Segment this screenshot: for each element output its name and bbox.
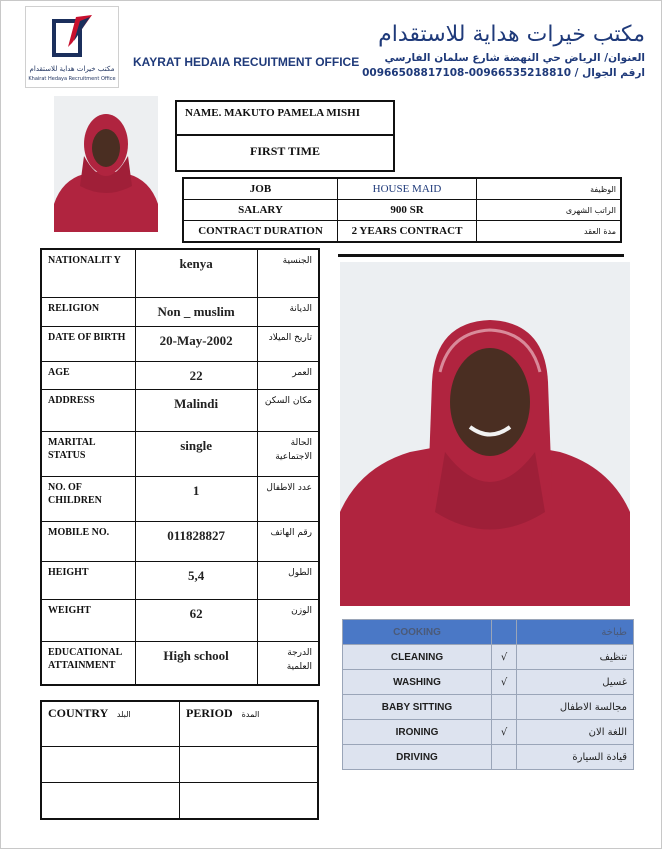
detail-row-dob xyxy=(41,326,319,361)
age-value: 22 xyxy=(135,361,257,389)
logo-arabic-text: مكتب خيرات هداية للاستقدام xyxy=(29,65,115,73)
age-label-ar: العمر xyxy=(257,361,319,389)
job-row xyxy=(183,178,621,200)
mobile-value: 011828827 xyxy=(135,521,257,561)
experience-period-cell xyxy=(180,747,319,783)
nationality-label-ar: الجنسية xyxy=(257,249,319,297)
skill-washing: WASHING xyxy=(343,670,492,695)
religion-label: RELIGION xyxy=(41,297,135,326)
salary-label-ar: الراتب الشهرى xyxy=(477,200,622,221)
contract-row xyxy=(183,221,621,243)
detail-row-height xyxy=(41,561,319,599)
weight-value: 62 xyxy=(135,599,257,641)
detail-row-weight xyxy=(41,599,319,641)
height-label: HEIGHT xyxy=(41,561,135,599)
dob-label: DATE OF BIRTH xyxy=(41,326,135,361)
office-phones: ارقم الجوال / 00966535218810-00966508817108 xyxy=(362,67,645,79)
detail-row-religion xyxy=(41,297,319,326)
education-label: EDUCATIONAL ATTAINMENT xyxy=(41,641,135,685)
skill-cooking: COOKING xyxy=(343,620,492,645)
skill-cooking-check xyxy=(492,620,517,645)
marital-label: MARITAL STATUS xyxy=(41,431,135,476)
skills-row-ironing xyxy=(343,720,634,745)
experience-header-row xyxy=(41,701,318,747)
skill-cleaning-check: √ xyxy=(492,645,517,670)
contract-label: CONTRACT DURATION xyxy=(183,221,338,243)
skill-washing-check: √ xyxy=(492,670,517,695)
skill-ironing-ar: اللغة الان xyxy=(517,720,634,745)
skill-driving: DRIVING xyxy=(343,745,492,770)
skill-babysitting: BABY SITTING xyxy=(343,695,492,720)
skill-cooking-ar: طباخة xyxy=(517,620,634,645)
salary-row xyxy=(183,200,621,221)
skills-row-cleaning xyxy=(343,645,634,670)
detail-row-education xyxy=(41,641,319,685)
height-label-ar: الطول xyxy=(257,561,319,599)
dob-value: 20-May-2002 xyxy=(135,326,257,361)
skill-ironing-check: √ xyxy=(492,720,517,745)
candidate-name: NAME. MAKUTO PAMELA MISHI xyxy=(177,102,393,136)
nationality-label: NATIONALIT Y xyxy=(41,249,135,297)
country-header xyxy=(41,701,180,747)
skill-cleaning: CLEANING xyxy=(343,645,492,670)
detail-row-mobile xyxy=(41,521,319,561)
skill-cleaning-ar: تنظيف xyxy=(517,645,634,670)
address-label: ADDRESS xyxy=(41,389,135,431)
office-logo xyxy=(25,6,119,88)
detail-row-nationality xyxy=(41,249,319,297)
experience-table xyxy=(40,700,319,820)
education-value: High school xyxy=(135,641,257,685)
period-label-ar: المدة xyxy=(241,710,260,719)
skill-babysitting-ar: مجالسة الاطفال xyxy=(517,695,634,720)
job-value: HOUSE MAID xyxy=(338,178,477,200)
office-address: العنوان/ الرياض حي النهضة شارع سلمان الفارسي xyxy=(384,52,645,64)
address-label-ar: مكان السكن xyxy=(257,389,319,431)
candidate-photo-large xyxy=(340,262,630,606)
candidate-name-box xyxy=(175,100,395,172)
skills-row-babysitting xyxy=(343,695,634,720)
religion-value: Non _ muslim xyxy=(135,297,257,326)
mobile-label-ar: رقم الهاتف xyxy=(257,521,319,561)
period-label: PERIOD xyxy=(186,706,233,720)
office-title-english: KAYRAT HEDAIA RECUITMENT OFFICE xyxy=(133,55,360,69)
children-label-ar: عدد الاطفال xyxy=(257,476,319,521)
detail-row-children xyxy=(41,476,319,521)
job-table xyxy=(182,177,622,243)
skill-babysitting-check xyxy=(492,695,517,720)
nationality-value: kenya xyxy=(135,249,257,297)
skill-driving-check xyxy=(492,745,517,770)
experience-row xyxy=(41,747,318,783)
experience-country-cell xyxy=(41,783,180,820)
job-label: JOB xyxy=(183,178,338,200)
detail-row-address xyxy=(41,389,319,431)
job-label-ar: الوظيفة xyxy=(477,178,622,200)
age-label: AGE xyxy=(41,361,135,389)
detail-row-marital xyxy=(41,431,319,476)
children-label: NO. OF CHILDREN xyxy=(41,476,135,521)
photo-top-rule xyxy=(338,254,624,257)
weight-label-ar: الوزن xyxy=(257,599,319,641)
religion-label-ar: الديانة xyxy=(257,297,319,326)
logo-english-text: Khairat Hedaya Recruitment Office xyxy=(28,76,116,82)
candidate-photo-small xyxy=(54,96,158,232)
period-header xyxy=(180,701,319,747)
skills-row-washing xyxy=(343,670,634,695)
personal-details-table xyxy=(40,248,320,686)
country-label: COUNTRY xyxy=(48,706,108,720)
candidate-status: FIRST TIME xyxy=(250,144,320,158)
marital-label-ar: الحالة الاجتماعية xyxy=(257,431,319,476)
experience-period-cell xyxy=(180,783,319,820)
mobile-label: MOBILE NO. xyxy=(41,521,135,561)
skill-driving-ar: قيادة السيارة xyxy=(517,745,634,770)
experience-country-cell xyxy=(41,747,180,783)
skills-row-driving xyxy=(343,745,634,770)
address-value: Malindi xyxy=(135,389,257,431)
salary-label: SALARY xyxy=(183,200,338,221)
marital-value: single xyxy=(135,431,257,476)
skills-row-cooking xyxy=(343,620,634,645)
contract-label-ar: مدة العقد xyxy=(477,221,622,243)
contract-value: 2 YEARS CONTRACT xyxy=(338,221,477,243)
skill-ironing: IRONING xyxy=(343,720,492,745)
salary-value: 900 SR xyxy=(338,200,477,221)
office-title-arabic: مكتب خيرات هداية للاستقدام xyxy=(378,22,645,47)
children-value: 1 xyxy=(135,476,257,521)
country-label-ar: البلد xyxy=(116,710,131,719)
pen-logo-icon xyxy=(46,13,98,63)
skill-washing-ar: غسيل xyxy=(517,670,634,695)
education-label-ar: الدرجة العلمية xyxy=(257,641,319,685)
weight-label: WEIGHT xyxy=(41,599,135,641)
experience-row xyxy=(41,783,318,820)
dob-label-ar: تاريخ الميلاد xyxy=(257,326,319,361)
height-value: 5,4 xyxy=(135,561,257,599)
skills-table xyxy=(342,619,634,770)
detail-row-age xyxy=(41,361,319,389)
